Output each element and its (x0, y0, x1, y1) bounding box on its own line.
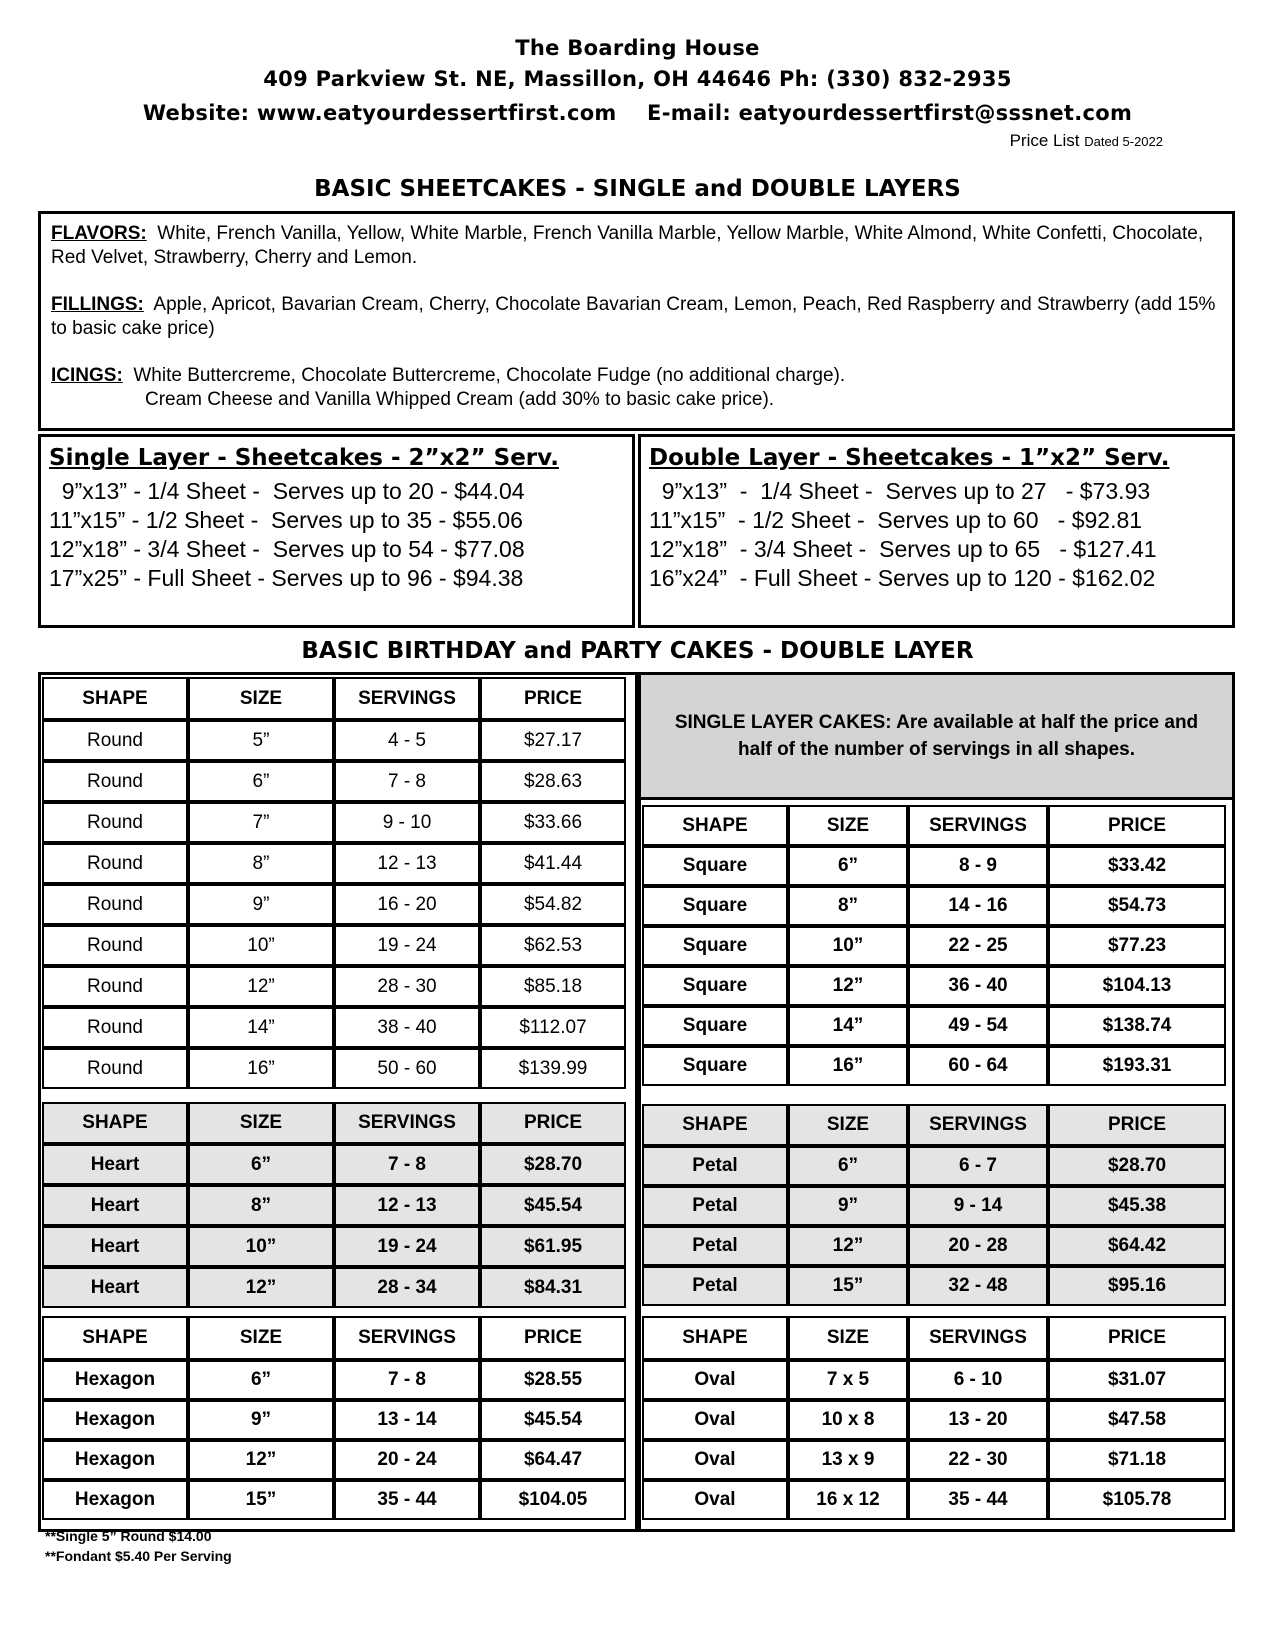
cell-price: $139.99 (480, 1048, 626, 1089)
cell-servings: 50 - 60 (334, 1048, 480, 1089)
column-header-size: SIZE (788, 1316, 908, 1360)
cell-size: 16” (788, 1046, 908, 1086)
cell-price: $138.74 (1048, 1006, 1226, 1046)
hexagon-cakes-table (42, 1316, 626, 1520)
cell-shape: Round (42, 1048, 188, 1089)
cell-size: 12” (188, 1440, 334, 1480)
cell-shape: Square (642, 1006, 788, 1046)
table-row (642, 1440, 1226, 1480)
business-name: The Boarding House (515, 36, 760, 60)
cell-servings: 22 - 25 (908, 926, 1048, 966)
cell-shape: Round (42, 720, 188, 761)
single-layer-note: SINGLE LAYER CAKES: Are available at half the price and half of the number of servings in all shapes. (638, 672, 1235, 800)
cell-servings: 28 - 34 (334, 1267, 480, 1308)
cell-size: 9” (788, 1186, 908, 1226)
column-header-size: SIZE (188, 1102, 334, 1144)
cell-shape: Square (642, 926, 788, 966)
flavors-text: White, French Vanilla, Yellow, White Marble, French Vanilla Marble, Yellow Marble, White Almond, White Confetti, Chocolate, Red Velvet, Strawberry, Cherry and Lemon. (51, 223, 1204, 268)
cell-shape: Square (642, 846, 788, 886)
double-layer-row: 9”x13” - 1/4 Sheet - Serves up to 27 - $73.93 (649, 478, 1151, 504)
cell-shape: Square (642, 1046, 788, 1086)
column-header-price: PRICE (480, 1316, 626, 1360)
cell-size: 10 x 8 (788, 1400, 908, 1440)
table-row (642, 1480, 1226, 1520)
table-row (42, 1048, 626, 1089)
table-row (642, 926, 1226, 966)
table-row (42, 884, 626, 925)
cell-size: 12” (188, 1267, 334, 1308)
cell-servings: 19 - 24 (334, 1226, 480, 1267)
cell-size: 10” (188, 925, 334, 966)
cell-servings: 13 - 14 (334, 1400, 480, 1440)
flavors-paragraph (51, 222, 1222, 270)
footnote: **Single 5” Round $14.00 (45, 1528, 212, 1544)
single-layer-row: 9”x13” - 1/4 Sheet - Serves up to 20 - $44.04 (49, 478, 525, 504)
cell-price: $45.54 (480, 1185, 626, 1226)
table-row (42, 720, 626, 761)
cell-size: 16 x 12 (788, 1480, 908, 1520)
fillings-text: Apple, Apricot, Bavarian Cream, Cherry, Chocolate Bavarian Cream, Lemon, Peach, Red Raspberry and Strawberry (add 15% to basic cake price) (51, 294, 1216, 339)
cell-shape: Round (42, 843, 188, 884)
cell-price: $62.53 (480, 925, 626, 966)
table-row (42, 761, 626, 802)
footnote: **Fondant $5.40 Per Serving (45, 1548, 232, 1564)
cell-price: $45.38 (1048, 1186, 1226, 1226)
business-web-contact: Website: www.eatyourdessertfirst.com E-mail: eatyourdessertfirst@sssnet.com (142, 101, 1133, 125)
double-layer-sheetcakes-box (638, 434, 1235, 628)
cell-size: 6” (788, 1146, 908, 1186)
cell-shape: Round (42, 966, 188, 1007)
cell-size: 5” (188, 720, 334, 761)
cell-shape: Heart (42, 1267, 188, 1308)
column-header-price: PRICE (480, 677, 626, 720)
column-header-servings: SERVINGS (908, 1104, 1048, 1146)
cell-size: 15” (788, 1266, 908, 1306)
table-header-row (42, 1102, 626, 1144)
table-row (642, 1266, 1226, 1306)
cell-shape: Round (42, 1007, 188, 1048)
cell-price: $71.18 (1048, 1440, 1226, 1480)
cell-servings: 7 - 8 (334, 761, 480, 802)
table-header-row (42, 677, 626, 720)
column-header-servings: SERVINGS (334, 677, 480, 720)
column-header-servings: SERVINGS (334, 1102, 480, 1144)
cell-shape: Hexagon (42, 1480, 188, 1520)
sheetcakes-section-title: BASIC SHEETCAKES - SINGLE and DOUBLE LAYERS (314, 176, 961, 202)
icings-text-1: White Buttercreme, Chocolate Buttercreme, Chocolate Fudge (no additional charge). (133, 365, 846, 386)
business-address: 409 Parkview St. NE, Massillon, OH 44646 Ph: (330) 832-2935 (263, 67, 1012, 91)
column-header-shape: SHAPE (642, 805, 788, 846)
cell-price: $104.05 (480, 1480, 626, 1520)
cell-price: $28.70 (1048, 1146, 1226, 1186)
table-row (642, 1186, 1226, 1226)
table-row (642, 1046, 1226, 1086)
cell-size: 6” (188, 761, 334, 802)
column-header-servings: SERVINGS (908, 805, 1048, 846)
cell-servings: 9 - 14 (908, 1186, 1048, 1226)
cell-servings: 19 - 24 (334, 925, 480, 966)
cell-size: 10” (188, 1226, 334, 1267)
cell-servings: 36 - 40 (908, 966, 1048, 1006)
cell-servings: 12 - 13 (334, 1185, 480, 1226)
table-header-row (642, 1316, 1226, 1360)
fillings-label: FILLINGS: (51, 294, 144, 315)
cell-shape: Oval (642, 1440, 788, 1480)
cell-shape: Petal (642, 1226, 788, 1266)
cell-size: 7 x 5 (788, 1360, 908, 1400)
cell-servings: 16 - 20 (334, 884, 480, 925)
cell-price: $84.31 (480, 1267, 626, 1308)
column-header-price: PRICE (1048, 1316, 1226, 1360)
cell-servings: 13 - 20 (908, 1400, 1048, 1440)
cell-servings: 22 - 30 (908, 1440, 1048, 1480)
column-header-price: PRICE (1048, 1104, 1226, 1146)
cell-shape: Hexagon (42, 1360, 188, 1400)
cell-servings: 28 - 30 (334, 966, 480, 1007)
cell-shape: Petal (642, 1146, 788, 1186)
cell-price: $54.82 (480, 884, 626, 925)
cell-servings: 49 - 54 (908, 1006, 1048, 1046)
cell-size: 6” (788, 846, 908, 886)
table-row (42, 1400, 626, 1440)
cell-servings: 6 - 7 (908, 1146, 1048, 1186)
cell-size: 13 x 9 (788, 1440, 908, 1480)
column-header-shape: SHAPE (42, 1316, 188, 1360)
table-row (42, 925, 626, 966)
square-cakes-table (642, 805, 1226, 1086)
single-layer-row: 17”x25” - Full Sheet - Serves up to 96 - $94.38 (49, 565, 524, 591)
cell-price: $193.31 (1048, 1046, 1226, 1086)
heart-cakes-table (42, 1102, 626, 1308)
cell-price: $64.42 (1048, 1226, 1226, 1266)
column-header-shape: SHAPE (42, 677, 188, 720)
cell-price: $33.66 (480, 802, 626, 843)
column-header-price: PRICE (1048, 805, 1226, 846)
cell-price: $27.17 (480, 720, 626, 761)
cell-size: 7” (188, 802, 334, 843)
cell-price: $28.70 (480, 1144, 626, 1185)
cell-price: $45.54 (480, 1400, 626, 1440)
cell-price: $95.16 (1048, 1266, 1226, 1306)
cell-shape: Oval (642, 1360, 788, 1400)
cell-size: 14” (788, 1006, 908, 1046)
table-row (42, 1360, 626, 1400)
cell-shape: Hexagon (42, 1440, 188, 1480)
cell-price: $31.07 (1048, 1360, 1226, 1400)
cell-servings: 35 - 44 (908, 1480, 1048, 1520)
cell-price: $54.73 (1048, 886, 1226, 926)
double-layer-row: 11”x15” - 1/2 Sheet - Serves up to 60 - $92.81 (649, 507, 1143, 533)
options-box (38, 211, 1235, 431)
cell-servings: 32 - 48 (908, 1266, 1048, 1306)
cell-shape: Heart (42, 1144, 188, 1185)
cell-price: $104.13 (1048, 966, 1226, 1006)
party-cakes-section-title: BASIC BIRTHDAY and PARTY CAKES - DOUBLE LAYER (301, 638, 974, 664)
column-header-size: SIZE (788, 805, 908, 846)
table-row (642, 1006, 1226, 1046)
cell-servings: 38 - 40 (334, 1007, 480, 1048)
flavors-label: FLAVORS: (51, 223, 147, 244)
cell-servings: 12 - 13 (334, 843, 480, 884)
cell-shape: Square (642, 886, 788, 926)
table-row (642, 1146, 1226, 1186)
petal-cakes-table (642, 1104, 1226, 1306)
cell-servings: 4 - 5 (334, 720, 480, 761)
table-row (42, 843, 626, 884)
cell-servings: 7 - 8 (334, 1360, 480, 1400)
table-row (642, 886, 1226, 926)
cell-servings: 14 - 16 (908, 886, 1048, 926)
column-header-shape: SHAPE (642, 1104, 788, 1146)
cell-shape: Oval (642, 1400, 788, 1440)
cell-shape: Heart (42, 1185, 188, 1226)
cell-shape: Round (42, 761, 188, 802)
cell-shape: Oval (642, 1480, 788, 1520)
cell-size: 8” (188, 1185, 334, 1226)
cell-size: 12” (188, 966, 334, 1007)
cell-size: 8” (188, 843, 334, 884)
column-header-servings: SERVINGS (334, 1316, 480, 1360)
single-layer-row: 11”x15” - 1/2 Sheet - Serves up to 35 - $55.06 (49, 507, 523, 533)
cell-servings: 20 - 28 (908, 1226, 1048, 1266)
column-header-size: SIZE (188, 677, 334, 720)
table-row (42, 1007, 626, 1048)
column-header-shape: SHAPE (42, 1102, 188, 1144)
cell-size: 8” (788, 886, 908, 926)
cell-price: $112.07 (480, 1007, 626, 1048)
cell-shape: Round (42, 884, 188, 925)
table-row (642, 1400, 1226, 1440)
icings-text-2: Cream Cheese and Vanilla Whipped Cream (add 30% to basic cake price). (145, 389, 775, 410)
cell-shape: Round (42, 925, 188, 966)
cell-price: $77.23 (1048, 926, 1226, 966)
cell-size: 12” (788, 966, 908, 1006)
footnotes (45, 1526, 232, 1566)
cell-price: $61.95 (480, 1226, 626, 1267)
table-row (642, 966, 1226, 1006)
price-list-date: Dated 5-2022 (1084, 134, 1163, 149)
cell-servings: 60 - 64 (908, 1046, 1048, 1086)
table-row (42, 1144, 626, 1185)
cell-shape: Hexagon (42, 1400, 188, 1440)
column-header-servings: SERVINGS (908, 1316, 1048, 1360)
cell-size: 16” (188, 1048, 334, 1089)
cell-price: $41.44 (480, 843, 626, 884)
table-row (42, 966, 626, 1007)
icings-paragraph (51, 364, 1222, 412)
cell-servings: 8 - 9 (908, 846, 1048, 886)
fillings-paragraph (51, 293, 1222, 341)
table-row (642, 846, 1226, 886)
double-layer-title: Double Layer - Sheetcakes - 1”x2” Serv. (649, 445, 1170, 471)
table-row (42, 1440, 626, 1480)
price-list-text: Price List (1009, 131, 1080, 150)
double-layer-row: 16”x24” - Full Sheet - Serves up to 120 - $162.02 (649, 565, 1156, 591)
cell-price: $85.18 (480, 966, 626, 1007)
cell-size: 6” (188, 1360, 334, 1400)
cell-servings: 7 - 8 (334, 1144, 480, 1185)
cell-shape: Round (42, 802, 188, 843)
table-row (642, 1226, 1226, 1266)
table-row (42, 802, 626, 843)
cell-price: $105.78 (1048, 1480, 1226, 1520)
cell-servings: 20 - 24 (334, 1440, 480, 1480)
cell-size: 15” (188, 1480, 334, 1520)
cell-size: 6” (188, 1144, 334, 1185)
column-header-shape: SHAPE (642, 1316, 788, 1360)
cell-servings: 6 - 10 (908, 1360, 1048, 1400)
cell-shape: Heart (42, 1226, 188, 1267)
table-row (42, 1267, 626, 1308)
cell-price: $47.58 (1048, 1400, 1226, 1440)
cell-shape: Petal (642, 1186, 788, 1226)
cell-price: $33.42 (1048, 846, 1226, 886)
single-layer-title: Single Layer - Sheetcakes - 2”x2” Serv. (49, 445, 559, 471)
table-row (642, 1360, 1226, 1400)
table-header-row (642, 1104, 1226, 1146)
column-header-size: SIZE (788, 1104, 908, 1146)
cell-size: 10” (788, 926, 908, 966)
cell-servings: 9 - 10 (334, 802, 480, 843)
table-row (42, 1226, 626, 1267)
cell-shape: Petal (642, 1266, 788, 1306)
price-list-label (1010, 131, 1163, 151)
cell-size: 12” (788, 1226, 908, 1266)
single-layer-row: 12”x18” - 3/4 Sheet - Serves up to 54 - $77.08 (49, 536, 525, 562)
cell-servings: 35 - 44 (334, 1480, 480, 1520)
table-row (42, 1480, 626, 1520)
table-row (42, 1185, 626, 1226)
column-header-price: PRICE (480, 1102, 626, 1144)
cell-size: 9” (188, 1400, 334, 1440)
table-header-row (42, 1316, 626, 1360)
double-layer-row: 12”x18” - 3/4 Sheet - Serves up to 65 - $127.41 (649, 536, 1157, 562)
single-layer-sheetcakes-box (38, 434, 635, 628)
cell-size: 14” (188, 1007, 334, 1048)
oval-cakes-table (642, 1316, 1226, 1520)
cell-price: $28.63 (480, 761, 626, 802)
cell-size: 9” (188, 884, 334, 925)
column-header-size: SIZE (188, 1316, 334, 1360)
round-cakes-table (42, 677, 626, 1089)
cell-shape: Square (642, 966, 788, 1006)
cell-price: $28.55 (480, 1360, 626, 1400)
table-header-row (642, 805, 1226, 846)
cell-price: $64.47 (480, 1440, 626, 1480)
icings-label: ICINGS: (51, 365, 123, 386)
